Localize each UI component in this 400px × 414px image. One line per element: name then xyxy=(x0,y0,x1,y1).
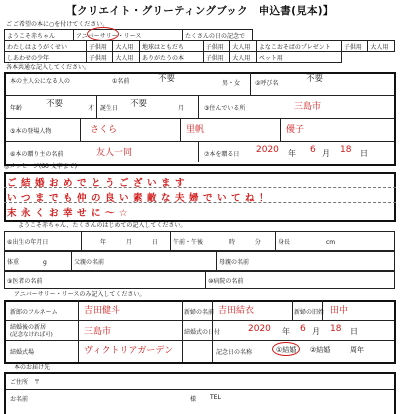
father-name-field[interactable]: 父親の名前 xyxy=(72,252,217,271)
baby-table-3 xyxy=(4,271,395,289)
option-child[interactable]: 子供用 xyxy=(86,52,113,63)
wedding-day[interactable]: 18 xyxy=(330,324,342,334)
option-takusan[interactable]: たくさんの日の記念で xyxy=(183,30,253,41)
sama-label: 様 xyxy=(190,396,197,403)
character-2[interactable]: 里帆 xyxy=(186,125,205,135)
city-label: ③住んでいる所 xyxy=(204,105,246,112)
height-field[interactable] xyxy=(276,232,395,251)
baby-table-2 xyxy=(4,251,395,271)
anniv-heading: アニバーサリー・リースのみ記入してください。 xyxy=(14,291,146,298)
am-pm-label: 午前・午後 xyxy=(173,238,204,246)
new-home-value[interactable]: 三島市 xyxy=(84,327,112,337)
hospital-name-field[interactable]: ⑩病院の名前 xyxy=(206,272,395,289)
send-year[interactable]: 2020 xyxy=(256,145,279,155)
option-youkoso[interactable]: ようこそ赤ちゃん xyxy=(5,30,74,41)
option-child[interactable]: 子供用 xyxy=(203,52,230,63)
delivery-heading: 本のお届け先 xyxy=(14,364,51,371)
hour-unit: 時 xyxy=(228,238,235,246)
weight-label: 体重 xyxy=(7,258,20,266)
design-heading-text: ご希望の本に○を付けてください。 xyxy=(13,21,109,28)
selection-circle xyxy=(87,27,119,41)
design-heading: ごご希望の本に○を付けてください。 xyxy=(6,21,109,28)
birth-date-label: ⑥出生の年月日 xyxy=(5,232,82,251)
common-heading: 各本共通な記入してください。 xyxy=(6,64,91,71)
anniv-option-2[interactable]: ②結婚 xyxy=(310,346,331,354)
birthday-unit: 月 xyxy=(178,105,185,112)
doctor-name-field[interactable]: ⑨医者の名前 xyxy=(5,272,206,289)
wedding-month[interactable]: 6 xyxy=(300,324,306,334)
call-value[interactable]: 不要 xyxy=(306,74,324,84)
new-home-note: (記念なければ可) xyxy=(10,332,53,338)
bride-maiden-value[interactable]: 田中 xyxy=(330,306,349,316)
option-anniversary[interactable]: アニバーサリー・リース xyxy=(74,30,183,41)
name-label: ①名前 xyxy=(112,78,130,85)
name-value[interactable]: 不要 xyxy=(158,74,176,84)
bride-label: 新婦の名前 xyxy=(184,309,215,316)
design-table-row2 xyxy=(4,40,395,63)
birth-time-field[interactable] xyxy=(171,232,276,251)
year-unit: 年 xyxy=(282,327,290,336)
option-adult[interactable]: 大人用 xyxy=(113,52,140,63)
anniv-option-1[interactable]: ①結婚 xyxy=(276,346,297,354)
year-unit: 年 xyxy=(288,149,296,158)
message-line-1[interactable]: ご結婚おめでとうございます xyxy=(7,178,190,189)
characters-label: ⑤本の登場人物 xyxy=(10,128,52,135)
city-value[interactable]: 三島市 xyxy=(294,102,322,112)
option-child[interactable]: 子供用 xyxy=(86,41,113,52)
option-adult[interactable]: 大人用 xyxy=(368,41,395,52)
day-unit: 日 xyxy=(151,238,158,246)
anniv-name-label: 記念日の名称 xyxy=(216,349,253,356)
message-line-2[interactable]: いつまでも仲の良い素敵な夫婦でいてね！ xyxy=(7,193,274,204)
birthday-value[interactable]: 不要 xyxy=(130,99,148,109)
height-label: 身長 xyxy=(278,238,291,246)
option-chikyu[interactable]: 地球はともだち xyxy=(139,41,203,52)
mother-name-field[interactable]: 母親の名前 xyxy=(217,252,395,271)
sender-label: ⑥本の贈り主の名前 xyxy=(10,151,64,158)
baby-heading: ようこそ赤ちゃん、たくさんのはじめての記入してください。 xyxy=(18,222,187,229)
month-unit: 月 xyxy=(312,327,320,336)
venue-value[interactable]: ヴィクトリアガーデン xyxy=(84,346,174,356)
option-adult[interactable]: 大人用 xyxy=(230,41,257,52)
character-1[interactable]: さくら xyxy=(90,125,118,135)
option-shonen[interactable]: しあわせの少年 xyxy=(5,52,87,63)
gram-unit: g xyxy=(42,258,47,266)
option-child[interactable]: 子供用 xyxy=(203,41,230,52)
age-value[interactable]: 不要 xyxy=(46,99,64,109)
birthday-label: 誕生日 xyxy=(100,105,119,112)
bride-maiden-label: 新婦の旧姓 xyxy=(294,309,325,316)
option-arigatou[interactable]: ありがたうの本 xyxy=(139,52,203,63)
message-heading: ◎メッセージ(60 文字まで) xyxy=(4,163,78,170)
birth-date-field[interactable] xyxy=(82,232,171,251)
anniv-years: 周年 xyxy=(350,346,364,354)
address-label[interactable]: ご住所 〒 xyxy=(10,379,41,386)
bride-value[interactable]: 吉田結衣 xyxy=(218,306,255,316)
form-title: 【クリエイト・グリーティングブック 申込書(見本)】 xyxy=(66,5,334,17)
month-unit: 月 xyxy=(322,149,330,158)
option-child[interactable]: 子供用 xyxy=(341,41,368,52)
send-day[interactable]: 18 xyxy=(340,145,352,155)
year-unit: 年 xyxy=(100,238,107,246)
baby-table xyxy=(4,231,395,251)
day-unit: 日 xyxy=(350,327,358,336)
recipient-name-label[interactable]: お名前 xyxy=(10,396,29,403)
tel-label[interactable]: TEL xyxy=(210,394,221,401)
sex-label[interactable]: 男・女 xyxy=(222,80,241,87)
cm-unit: cm xyxy=(325,238,336,246)
age-label: 年齢 xyxy=(10,105,23,112)
send-date-label: ⑦本を贈る日 xyxy=(204,151,240,158)
sender-value[interactable]: 友人一同 xyxy=(96,148,133,158)
day-unit: 日 xyxy=(360,149,368,158)
wedding-year[interactable]: 2020 xyxy=(248,324,271,334)
option-present[interactable]: よなこおそばのプレゼント xyxy=(256,41,341,52)
option-pet[interactable]: ペット用 xyxy=(256,52,341,63)
option-gakusei[interactable]: わたしはようがくせい xyxy=(5,41,87,52)
month-unit: 月 xyxy=(125,238,132,246)
message-line-3[interactable]: 末永くお幸せに～☆ xyxy=(7,208,133,219)
option-adult[interactable]: 大人用 xyxy=(113,41,140,52)
new-home-label: 結婚後の新居 xyxy=(10,324,47,331)
anniv-selection-circle xyxy=(272,342,300,356)
send-month[interactable]: 6 xyxy=(310,145,316,155)
age-unit: 才 xyxy=(88,105,95,112)
wedding-date-label: 結婚式の日付 xyxy=(184,329,221,336)
venue-label: 結婚式場 xyxy=(10,349,35,356)
call-label: ②呼び名 xyxy=(255,80,279,87)
delivery-box xyxy=(4,372,396,414)
groom-label: 新郎のフルネーム xyxy=(10,309,58,316)
weight-field[interactable] xyxy=(5,252,72,271)
groom-value[interactable]: 吉田健斗 xyxy=(84,306,121,316)
protagonist-label: 本の主人公になる人の xyxy=(10,78,71,85)
character-3[interactable]: 優子 xyxy=(286,125,305,135)
option-adult[interactable]: 大人用 xyxy=(230,52,257,63)
minute-unit: 分 xyxy=(254,238,261,246)
